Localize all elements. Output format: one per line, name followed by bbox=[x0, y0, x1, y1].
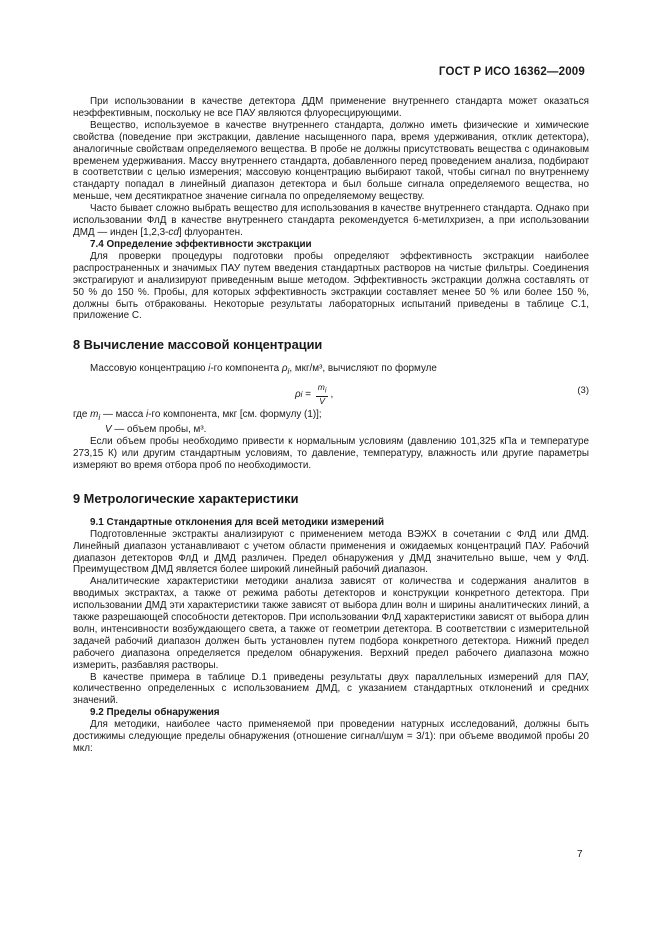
paragraph-dad-internal-standard: При использовании в качестве детектора ДДМ применение внутреннего стандарта может оказаться неэффективным, поскольку не все ПАУ являются флуоресцирующими. bbox=[73, 96, 589, 119]
formula-3 bbox=[73, 381, 589, 405]
section-9-1-p1: Подготовленные экстракты анализируют с применением метода ВЭЖХ в сочетании с ФлД или ДМД. Линейный диапазон устанавливают с учетом области применения и ожидаемых концентраций ПАУ. Рабочий диапазон детекторов ФлД и ДМД различен. Предел обнаружения у ДМД значительно выше, чем у ФлД. Преимуществом ДМД является более широкий линейный рабочий диапазон. bbox=[73, 528, 589, 576]
section-8-normal-conditions: Если объем пробы необходимо привести к нормальным условиям (давлению 101,325 кПа и температуре 273,15 К) или другим стандартным условиям, то давление, температуру, влажность или другие параметры измеряют во время отбора проб по необходимости. bbox=[73, 435, 589, 471]
formula-where-v: V — объем пробы, м³. bbox=[105, 424, 207, 436]
paragraph-internal-standard-choice: Часто бывает сложно выбрать вещество для использования в качестве внутреннего стандарта. Однако при использовании ФлД в качестве внутреннего стандарта рекомендуется 6-метилхризен, а при использовании ДМД — инден [1,2,3-cd] флуорантен. bbox=[73, 203, 589, 238]
section-7-4-text: Для проверки процедуры подготовки пробы определяют эффективность экстракции наиболее распространенных и значимых ПАУ путем введения стандартных растворов на чистые фильтры. Соединения экстрагируют и анализируют приведенным выше методом. Эффективность экстракции должна составлять от 50 % до 150 %. Пробы, для которых эффективность экстракции составляет менее 50 % или более 150 %, должны быть отбракованы. Некоторые результаты лабораторных испытаний приведены в таблице С.1, приложение С. bbox=[73, 250, 589, 322]
page-number: 7 bbox=[577, 849, 583, 860]
section-7-4-title: 7.4 Определение эффективности экстракции bbox=[90, 238, 312, 250]
formula-where-m: где $m_i$ — масса i-го компонента, мкг [см. формулу (1)]; bbox=[73, 409, 322, 423]
section-8-title: 8 Вычисление массовой концентрации bbox=[73, 337, 323, 353]
formula-expression: ρ i = $\frac{m_i}{V}$ , bbox=[295, 382, 334, 406]
formula-fraction: $\frac{m_i}{V}$ bbox=[317, 382, 327, 406]
section-9-1-p3: В качестве примера в таблице D.1 приведены результаты двух параллельных измерений для ПАУ, количественно определенных с использованием ДМД, с указанием стандартных отклонений и средних значений. bbox=[73, 671, 589, 707]
document-header: ГОСТ Р ИСО 16362—2009 bbox=[438, 66, 585, 78]
section-9-1-p2: Аналитические характеристики методики анализа зависят от количества и содержания аналитов в вводимых экстрактах, а также от режима работы детекторов и конструкции конкретного детектора. При использовании ДМД эти характеристики также зависят от выбора длин волн и ширины аналитических линий, а также разрешающей способности детекторов. При использовании ФлД характеристики зависят от выбора длин волн, интенсивности возбуждающего света, а также от геометрии детектора. В соответствии с измерительной задачей рабочий диапазон должен быть установлен путем подбора конкретного детектора. Нижний предел рабочего диапазона определяется пределом обнаружения. Верхний предел рабочего диапазона можно измерить, разбавляя растворы. bbox=[73, 576, 589, 671]
section-9-2-p1: Для методики, наиболее часто применяемой при проведении натурных исследований, должны быть достижимы следующие пределы обнаружения (отношение сигнал/шум = 3/1): при объеме вводимой пробы 20 мкл: bbox=[73, 719, 589, 755]
formula-number: (3) bbox=[577, 385, 589, 397]
section-9-1-title: 9.1 Стандартные отклонения для всей методики измерений bbox=[90, 516, 385, 528]
document-body bbox=[73, 96, 589, 755]
section-9-2-title: 9.2 Пределы обнаружения bbox=[90, 707, 220, 719]
section-8-intro: Массовую концентрацию i-го компонента $\rho_i$, мкг/м³, вычисляют по формуле bbox=[90, 363, 437, 377]
paragraph-internal-standard-properties: Вещество, используемое в качестве внутреннего стандарта, должно иметь физические и химические свойства (поведение при экстракции, давление насыщенного пара, время удерживания, отклик детектора), аналогичные свойствам определяемого вещества. В пробе не должны присутствовать вещества с одинаковым временем удерживания. Массу внутреннего стандарта, добавленного перед проведением анализа, подбирают в соответствии с целью измерения; массовую концентрацию выбирают такой, чтобы сигнал по внутреннему стандарту попадал в линейный диапазон детектора и был больше сигнала определяемого вещества, но меньше, чем десятикратное значение сигнала по определяемому веществу. bbox=[73, 119, 589, 203]
section-9-title: 9 Метрологические характеристики bbox=[73, 490, 299, 506]
